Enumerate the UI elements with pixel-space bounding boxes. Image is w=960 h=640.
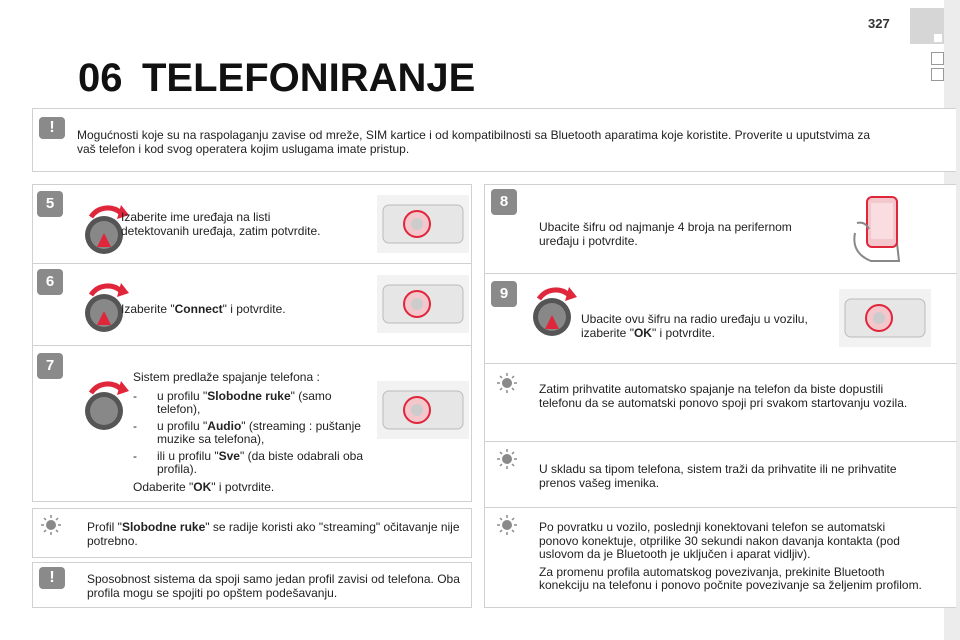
tip-auto-text: Zatim prihvatite automatsko spajanje na telefon da biste dopustili telefonu da se automatski ponovo spoji pri svakom startovanju vozila. [539, 382, 908, 410]
step-7-end: Odaberite "OK" i potvrdite. [133, 479, 275, 494]
radio-panel-icon [377, 195, 469, 253]
step-7-lead: Sistem predlaže spajanje telefona : [133, 370, 320, 384]
warning-profiles-text: Sposobnost sistema da spoji samo jedan profil zavisi od telefona. Oba profila mogu se spojiti po opštem podešavanju. [87, 572, 460, 600]
lightbulb-icon [497, 449, 517, 469]
step-9-text: Ubacite ovu šifru na radio uređaju u vozilu, izaberite "OK" i potvrdite. [581, 312, 808, 340]
list-item: - u profilu "Audio" (streaming : puštanje muzike sa telefona), [133, 418, 361, 446]
radio-panel-icon [377, 275, 469, 333]
warning-icon: ! [39, 567, 65, 589]
rotary-knob-icon [77, 379, 131, 433]
step-7-text [133, 371, 365, 494]
step-badge-9: 9 [491, 281, 517, 307]
step-5-line-2: detektovanih uređaja, zatim potvrdite. [121, 223, 321, 238]
chapter-title: TELEFONIRANJE [142, 56, 476, 100]
radio-panel-icon [377, 381, 469, 439]
lightbulb-icon [497, 373, 517, 393]
tip-return-text [539, 521, 923, 593]
lightbulb-icon [497, 515, 517, 535]
profile-list [133, 390, 365, 477]
tip-box-profile [32, 508, 472, 558]
intro-box [32, 108, 956, 172]
step-badge-7: 7 [37, 353, 63, 379]
step-badge-6: 6 [37, 269, 63, 295]
intro-text: Mogućnosti koje su na raspolaganju zavise od mreže, SIM kartice i od kompatibilnosti sa Bluetooth aparatima koje koristite. Proverite u uputstvima za vaš telefon i kod svog operatera kojim uslugama imate pristup. [77, 128, 871, 156]
smartphone-hand-icon [847, 193, 913, 263]
tip-contacts-text: U skladu sa tipom telefona, sistem traži da prihvatite ili ne prihvatite prenos vašeg imenika. [539, 462, 897, 490]
side-marker-box [931, 68, 944, 81]
step-5-text [121, 211, 381, 238]
radio-panel-icon [839, 289, 931, 347]
warning-box-profiles [32, 562, 472, 608]
page-number: 327 [868, 16, 890, 31]
step-8-text: Ubacite šifru od najmanje 4 broja na perifernom uređaju i potvrdite. [539, 220, 792, 248]
step-6-text: Izaberite "Connect" i potvrdite. [121, 302, 286, 316]
list-item: - u profilu "Slobodne ruke" (samo telefon), [133, 388, 332, 416]
lightbulb-icon [41, 515, 61, 535]
step-badge-8: 8 [491, 189, 517, 215]
chapter-number: 06 [78, 56, 123, 100]
left-steps-box [32, 184, 472, 502]
page-corner-tab [910, 8, 944, 44]
warning-icon: ! [39, 117, 65, 139]
step-badge-5: 5 [37, 191, 63, 217]
tip-return-p2: Za promenu profila automatskog povezivanja, prekinite Bluetooth konekciju na telefonu i ponovo počnite povezivanje sa željenim profilom. [539, 564, 922, 592]
tip-profile-text: Profil "Slobodne ruke" se radije koristi ako "streaming" očitavanje nije potrebno. [87, 520, 460, 548]
rotary-knob-icon [525, 285, 579, 339]
right-steps-box [484, 184, 956, 608]
list-item: - ili u profilu "Sve" (da biste odabrali oba profila). [133, 448, 363, 476]
tip-return-p1: Po povratku u vozilo, poslednji konektovani telefon se automatski ponovo konektuje, otprilike 30 sekundi nakon davanja kontakta (pod uslovom da je Bluetooth je uključen i aparat vidljiv). [539, 520, 900, 561]
step-5-line-1: Izaberite ime uređaja na listi [121, 210, 271, 224]
side-marker-box [931, 52, 944, 65]
